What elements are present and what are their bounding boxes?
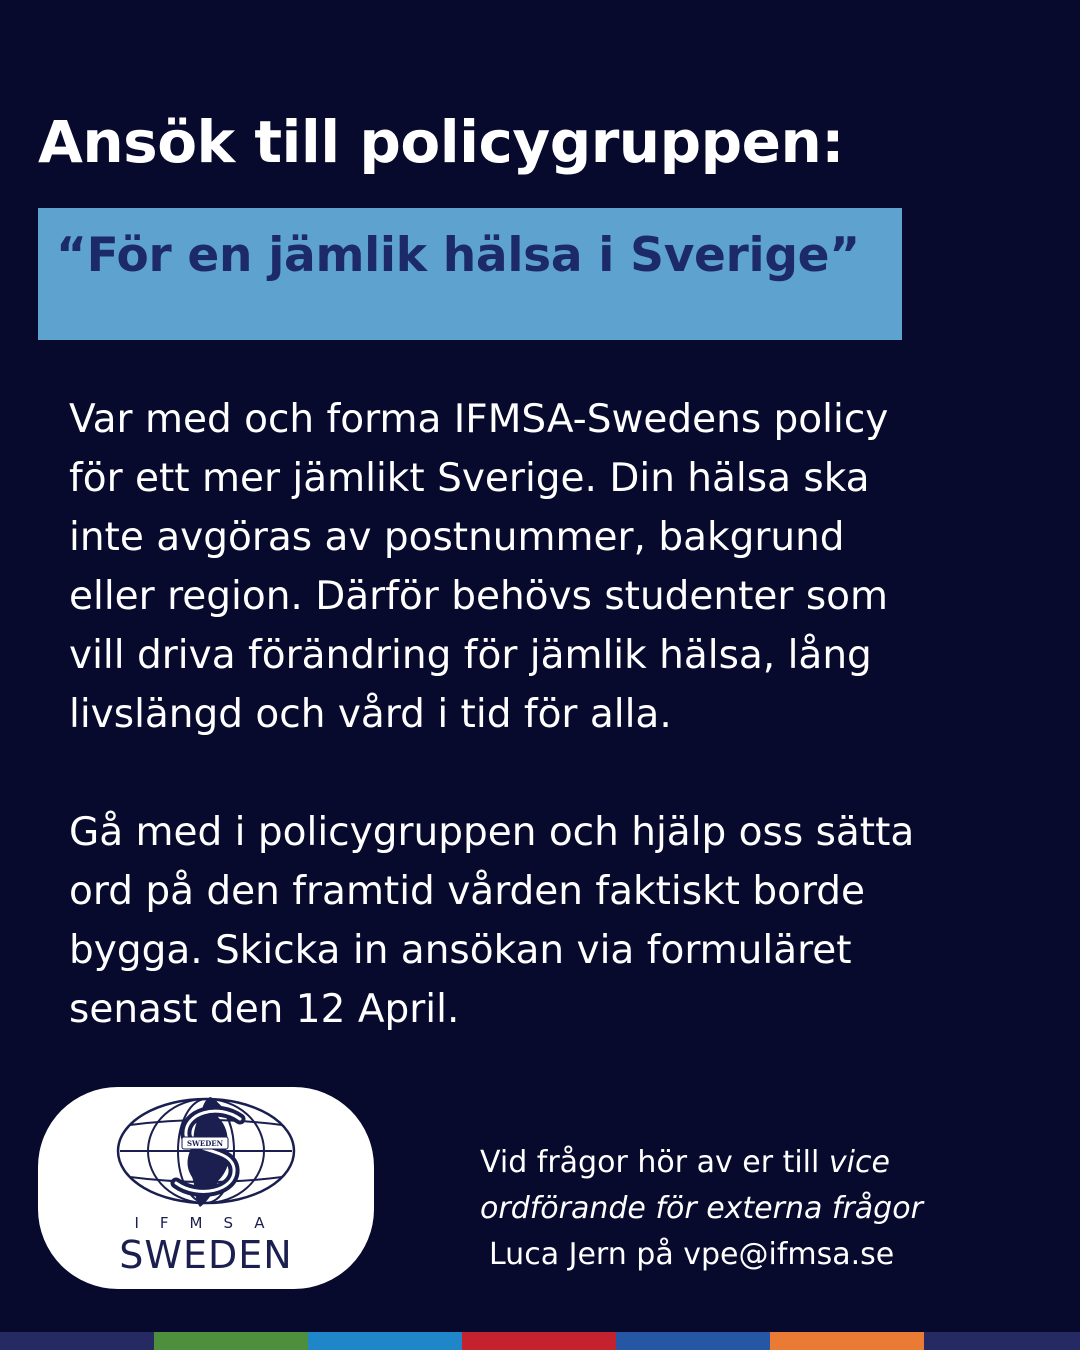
logo-wordmark: SWEDEN xyxy=(119,1233,293,1277)
page-title: Ansök till policygruppen: xyxy=(38,108,844,176)
ifmsa-sweden-logo xyxy=(38,1087,374,1289)
contact-line xyxy=(480,1186,1040,1232)
paragraph-line: för ett mer jämlikt Sverige. Din hälsa ska xyxy=(69,456,870,501)
paragraph-line: senast den 12 April. xyxy=(69,987,460,1032)
stripe-segment xyxy=(924,1332,1080,1350)
paragraph-line: Var med och forma IFMSA-Swedens policy xyxy=(69,397,889,442)
logo-acronym: IFMSA xyxy=(134,1214,286,1232)
stripe-segment xyxy=(0,1332,154,1350)
logo-badge-text: SWEDEN xyxy=(186,1139,224,1148)
paragraph-line: eller region. Därför behövs studenter som xyxy=(69,574,889,619)
globe-emblem-icon xyxy=(114,1095,298,1215)
contact-line xyxy=(480,1140,1040,1186)
contact-email-line: Luca Jern på vpe@ifmsa.se xyxy=(489,1237,895,1272)
quote-banner xyxy=(38,208,902,340)
quote-text: “För en jämlik hälsa i Sverige” xyxy=(56,228,860,283)
paragraph-line: bygga. Skicka in ansökan via formuläret xyxy=(69,928,852,973)
paragraph-line: Gå med i policygruppen och hjälp oss sätta xyxy=(69,810,915,855)
color-stripe xyxy=(0,1332,1080,1350)
contact-info xyxy=(480,1140,1040,1278)
stripe-segment xyxy=(770,1332,924,1350)
contact-role-text: ordförande för externa frågor xyxy=(480,1191,923,1226)
paragraph-line: livslängd och vård i tid för alla. xyxy=(69,692,672,737)
paragraph-line: vill driva förändring för jämlik hälsa, lång xyxy=(69,633,872,678)
stripe-segment xyxy=(308,1332,462,1350)
stripe-segment xyxy=(462,1332,616,1350)
contact-text: Vid frågor hör av er till xyxy=(480,1145,829,1180)
paragraph-line: inte avgöras av postnummer, bakgrund xyxy=(69,515,845,560)
contact-role-text: vice xyxy=(828,1145,890,1180)
stripe-segment xyxy=(616,1332,770,1350)
paragraph-line: ord på den framtid vården faktiskt borde xyxy=(69,869,866,914)
stripe-segment xyxy=(154,1332,308,1350)
call-to-action-paragraph xyxy=(69,803,1029,1039)
intro-paragraph xyxy=(69,390,1029,744)
